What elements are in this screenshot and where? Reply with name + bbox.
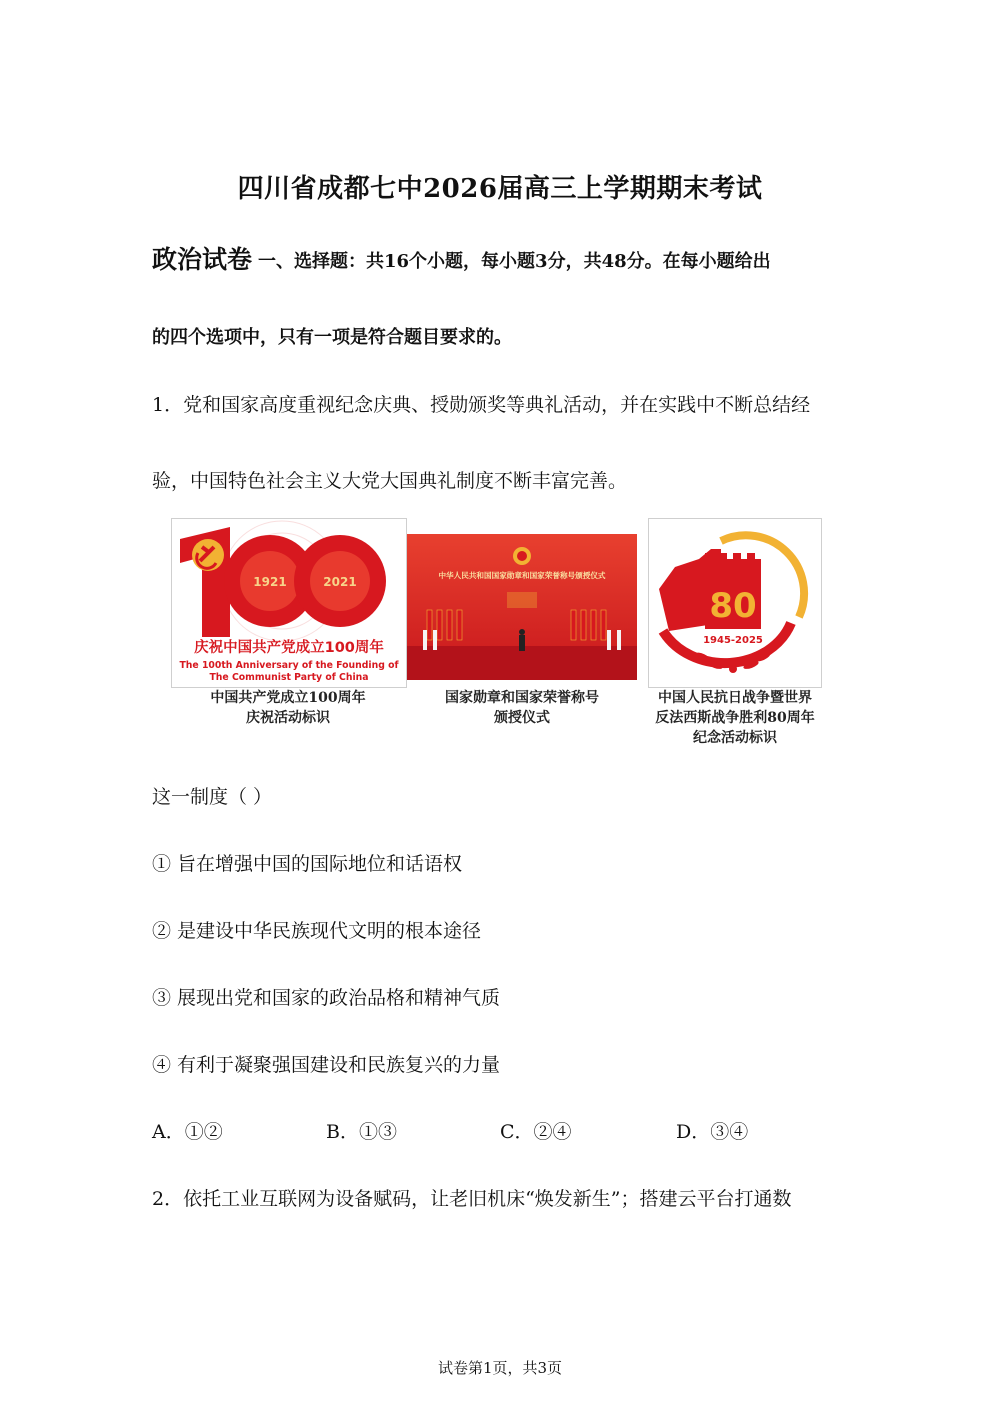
figure3-caption-line1: 中国人民抗日战争暨世界 — [658, 690, 812, 706]
question1-stem: 这一制度（ ） — [152, 786, 273, 808]
statement-3: ③ 展现出党和国家的政治品格和精神气质 — [152, 987, 501, 1009]
logo-cn-text: 庆祝中国共产党成立100周年 — [194, 640, 384, 656]
figure1-caption — [171, 688, 405, 728]
section-instruction-line2: 的四个选项中，只有一项是符合题目要求的。 — [152, 327, 512, 348]
logo-en-text-2: The Communist Party of China — [209, 672, 369, 683]
question2-text-line1: 2．依托工业互联网为设备赋码，让老旧机床“焕发新生”；搭建云平台打通数 — [152, 1188, 792, 1210]
logo-years: 1945-2025 — [703, 635, 763, 646]
subject-title: 政治试卷 — [152, 245, 253, 274]
section-instruction-line1: 一、选择题：共16个小题，每小题3分，共48分。在每小题给出 — [258, 251, 771, 272]
year-end: 2021 — [323, 575, 357, 589]
figure-ceremony-photo — [407, 534, 637, 680]
option-a[interactable]: A．①② — [152, 1121, 223, 1143]
question1-text-line2: 验，中国特色社会主义大党大国典礼制度不断丰富完善。 — [152, 470, 628, 492]
figure1-caption-line1: 中国共产党成立100周年 — [210, 690, 366, 706]
party-emblem-icon — [192, 539, 224, 571]
figure1-caption-line2: 庆祝活动标识 — [246, 710, 330, 726]
question1-text-line1: 1．党和国家高度重视纪念庆典、授勋颁奖等典礼活动，并在实践中不断总结经 — [152, 394, 811, 416]
figure-centenary-logo — [171, 518, 407, 688]
statement-1: ① 旨在增强中国的国际地位和话语权 — [152, 853, 463, 875]
figure-victory-80-logo — [648, 518, 822, 688]
statement-4: ④ 有利于凝聚强国建设和民族复兴的力量 — [152, 1054, 501, 1076]
figure2-caption — [407, 688, 637, 728]
statement-2: ② 是建设中华民族现代文明的根本途径 — [152, 920, 482, 942]
option-b[interactable]: B．①③ — [326, 1121, 397, 1143]
option-c[interactable]: C．②④ — [500, 1121, 572, 1143]
year-start: 1921 — [253, 575, 287, 589]
ceremony-banner: 中华人民共和国国家勋章和国家荣誉称号颁授仪式 — [438, 571, 606, 580]
logo-en-text-1: The 100th Anniversary of the Founding of — [179, 660, 399, 671]
figure3-caption — [630, 688, 840, 748]
figure3-caption-line3: 纪念活动标识 — [693, 730, 777, 746]
figure2-caption-line1: 国家勋章和国家荣誉称号 — [445, 690, 599, 706]
speaker-figure — [519, 629, 525, 651]
page-footer: 试卷第1页，共3页 — [437, 1359, 563, 1377]
figure3-caption-line2: 反法西斯战争胜利80周年 — [655, 710, 815, 726]
logo-number: 80 — [709, 586, 757, 626]
page-title: 四川省成都七中2026届高三上学期期末考试 — [237, 174, 763, 204]
option-d[interactable]: D．③④ — [676, 1121, 749, 1143]
figure2-caption-line2: 颁授仪式 — [494, 710, 550, 726]
